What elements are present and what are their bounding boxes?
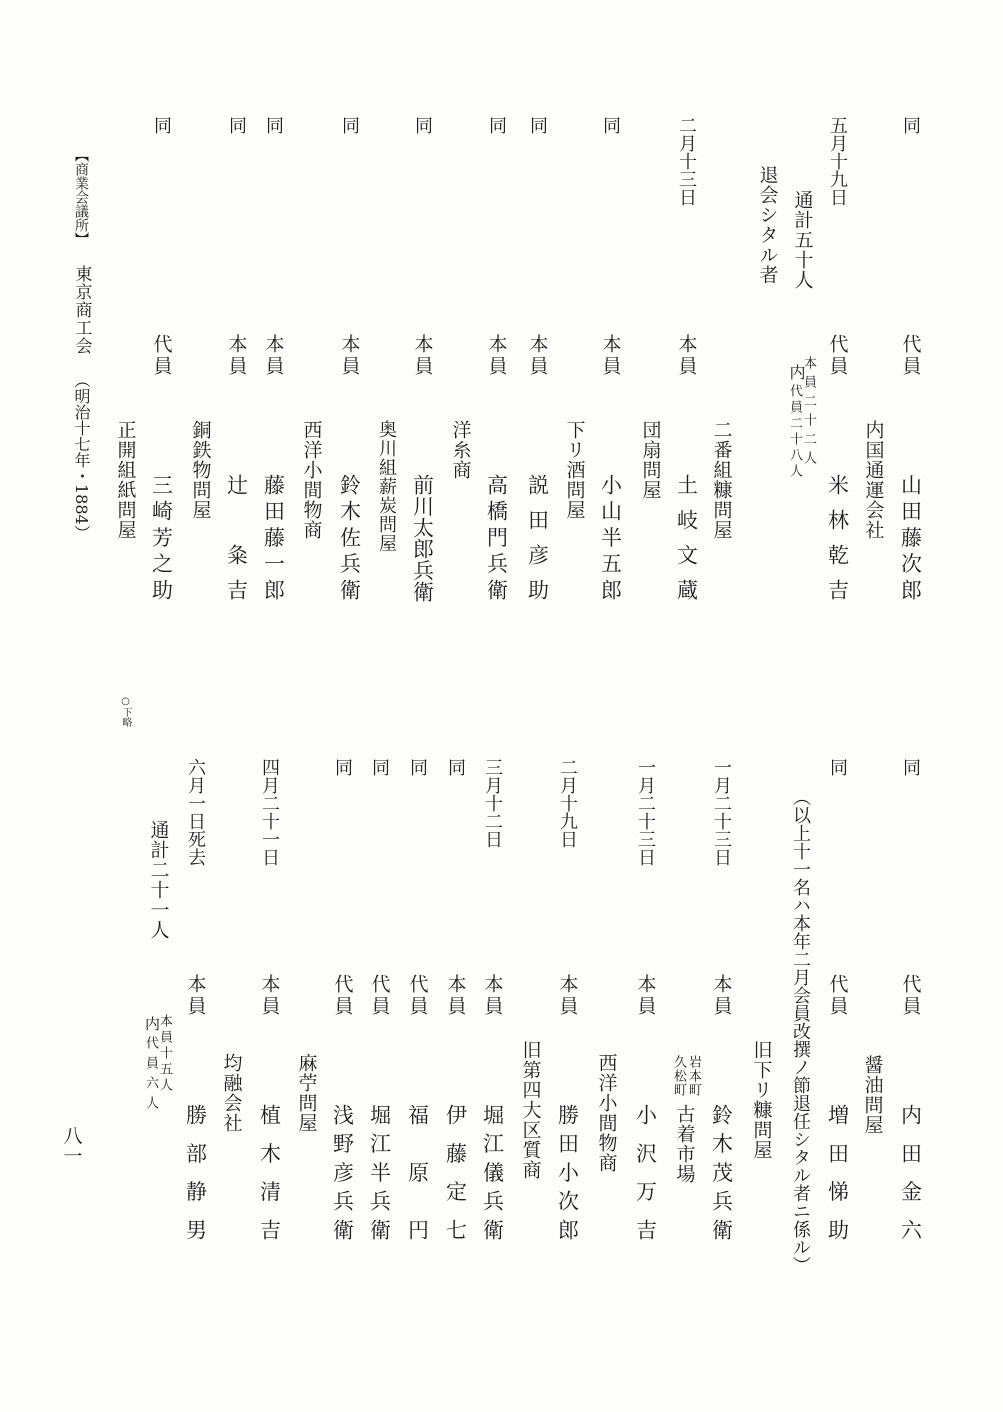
entry-date: 同 [486, 116, 507, 134]
entry-role: 本員 [599, 334, 622, 378]
member-name: 増田悌助 [825, 1104, 850, 1258]
member-name: 植木清吉 [257, 1104, 282, 1258]
member-name: 堀江半兵衛 [367, 1104, 392, 1248]
entry-role: 本員 [485, 334, 508, 378]
trade-label: 内国通運会社 [862, 420, 885, 540]
entry-role: 本員 [411, 334, 434, 378]
omission-column [113, 0, 137, 1412]
member-name: 三崎芳之助 [149, 474, 174, 606]
entry-role: 本員 [526, 334, 549, 378]
member-name: 高橋門兵衛 [484, 474, 509, 606]
member-name: 堀江儀兵衛 [480, 1104, 505, 1248]
entry-date: 同 [900, 116, 921, 134]
footer-era: （明治十七年・1884） [72, 372, 91, 541]
entry-date: 四月二十一日 [259, 758, 280, 866]
footer-organization: 東京商工会 [71, 265, 92, 355]
member-name: 鈴木茂兵衛 [709, 1104, 734, 1248]
lower-total [143, 0, 174, 1412]
footer-source: 【商業会議所】 [73, 148, 89, 246]
entry-date: 六月一日死去 [185, 758, 206, 866]
breakdown-prefix: 内 [143, 1016, 161, 1031]
member-name: 福原円 [405, 1104, 430, 1277]
entry-role: 代員 [899, 974, 922, 1018]
breakdown-proxies: 代員六人 [143, 1036, 158, 1116]
breakdown-prefix: 内 [787, 364, 806, 380]
entry-date: 同 [445, 758, 466, 776]
entry-date: 同 [226, 116, 247, 134]
trade-label: 均融会社 [220, 1053, 243, 1133]
member-name: 伊藤定七 [443, 1104, 468, 1258]
entry-date: 三月十二日 [482, 758, 503, 848]
entry-role: 本員 [710, 974, 733, 1018]
entry-role: 代員 [826, 974, 849, 1018]
lower-entry [330, 0, 354, 1412]
entry-date: 一月二十三日 [635, 758, 656, 866]
trade-label: 旧下リ糠問屋 [750, 1040, 773, 1160]
member-name: 小沢万吉 [633, 1104, 658, 1258]
entry-date: 同 [527, 116, 548, 134]
entry-date: 同 [600, 116, 621, 134]
lower-entry [443, 0, 467, 1412]
member-name: 前川太郎兵衛 [410, 474, 435, 603]
section-heading: 退会シタル者 [756, 165, 779, 285]
entry-role: 代員 [406, 974, 429, 1018]
lower-entry [898, 0, 922, 1412]
member-name: 内田金六 [898, 1104, 923, 1258]
trade-label: 古着市場 [673, 1104, 696, 1184]
lower-trade [860, 0, 884, 1412]
lower-trade [518, 0, 542, 1412]
entry-role: 代員 [899, 334, 922, 378]
entry-date: 同 [263, 116, 284, 134]
entry-date: 二月十九日 [557, 758, 578, 848]
page-number: 八一 [60, 1126, 83, 1166]
entry-role: 本員 [634, 974, 657, 1018]
trade-label: 洋糸商 [449, 420, 472, 480]
entry-date: 同 [900, 758, 921, 776]
lower-entry [367, 0, 391, 1412]
entry-date: 同 [339, 116, 360, 134]
entry-role: 本員 [262, 334, 285, 378]
lower-entry [183, 0, 207, 1412]
entry-role: 代員 [331, 974, 354, 1018]
omission-mark: ○下略 [120, 696, 131, 727]
trade-label: 銅鉄物問屋 [189, 420, 212, 520]
member-name: 藤田藤一郎 [261, 474, 286, 606]
entry-role: 本員 [184, 974, 207, 1018]
member-name: 浅野彦兵衛 [330, 1104, 355, 1248]
trade-label: 醤油問屋 [861, 1055, 884, 1135]
entry-role: 本員 [481, 974, 504, 1018]
member-name: 説田彦助 [525, 474, 550, 614]
retirement-note: （以上十一名ハ本年二月会員改撰ノ節退任シタル者ニ係ル） [790, 788, 811, 1274]
entry-date: 一月二十三日 [711, 758, 732, 866]
entry-role: 本員 [444, 974, 467, 1018]
member-name: 勝部静男 [183, 1104, 208, 1258]
member-name: 土岐文蔵 [674, 474, 699, 614]
entry-date: 同 [407, 758, 428, 776]
entry-role: 代員 [368, 974, 391, 1018]
trade-label: 正開組紙問屋 [114, 420, 137, 540]
total-count: 通計二十一人 [147, 820, 170, 940]
lower-entry [405, 0, 433, 1412]
lower-trade [671, 0, 701, 1412]
lower-entry [825, 0, 849, 1412]
lower-trade [749, 0, 773, 1412]
lower-trade [219, 0, 247, 1412]
entry-role: 代員 [826, 334, 849, 378]
entry-role: 本員 [556, 974, 579, 1018]
trade-label: 団扇問屋 [639, 420, 662, 500]
lower-note [788, 0, 812, 1412]
lower-entry [257, 0, 285, 1412]
breakdown-members: 本員十五人 [157, 1014, 172, 1094]
entry-role: 代員 [150, 334, 173, 378]
entry-date: 同 [827, 758, 848, 776]
entry-date: 五月十九日 [827, 116, 848, 206]
entry-date: 同 [369, 758, 390, 776]
entry-date: 同 [151, 116, 172, 134]
breakdown-proxies: 代員二十八人 [787, 384, 802, 480]
trade-label: 下リ酒問屋 [563, 420, 586, 520]
trade-label: 二番組糠問屋 [710, 420, 733, 540]
entry-role: 本員 [258, 974, 281, 1018]
member-name: 辻 粂吉 [224, 474, 249, 614]
trade-label: 西洋小間物商 [595, 1053, 618, 1173]
trade-label: 西洋小間物商 [300, 420, 323, 540]
entry-date: 二月十三日 [676, 116, 697, 206]
entry-role: 本員 [225, 334, 248, 378]
trade-label: 麻苧問屋 [295, 1053, 318, 1133]
trade-label: 奥川組薪炭問屋 [376, 420, 397, 553]
member-name: 勝田小次郎 [555, 1104, 580, 1248]
lower-entry [480, 0, 508, 1412]
lower-entry [709, 0, 733, 1412]
entry-date: 同 [332, 758, 353, 776]
trade-label: 旧第四大区質商 [519, 1040, 542, 1180]
total-count: 通計五十人 [791, 190, 814, 290]
member-name: 山田藤次郎 [898, 474, 923, 606]
member-name: 鈴木佐兵衛 [337, 474, 362, 606]
entry-date: 同 [412, 116, 433, 134]
breakdown-members: 本員二十二人 [801, 356, 816, 470]
entry-role: 本員 [675, 334, 698, 378]
page-number-column [59, 0, 83, 1412]
trade-location-2: 久松町 [671, 1055, 686, 1097]
lower-entry [633, 0, 657, 1412]
entry-role: 本員 [338, 334, 361, 378]
trade-location-1: 岩本町 [686, 1055, 701, 1097]
member-name: 小山半五郎 [598, 474, 623, 606]
lower-trade [594, 0, 622, 1412]
member-name: 米林乾吉 [825, 474, 850, 614]
lower-trade [294, 0, 318, 1412]
lower-entry [555, 0, 579, 1412]
